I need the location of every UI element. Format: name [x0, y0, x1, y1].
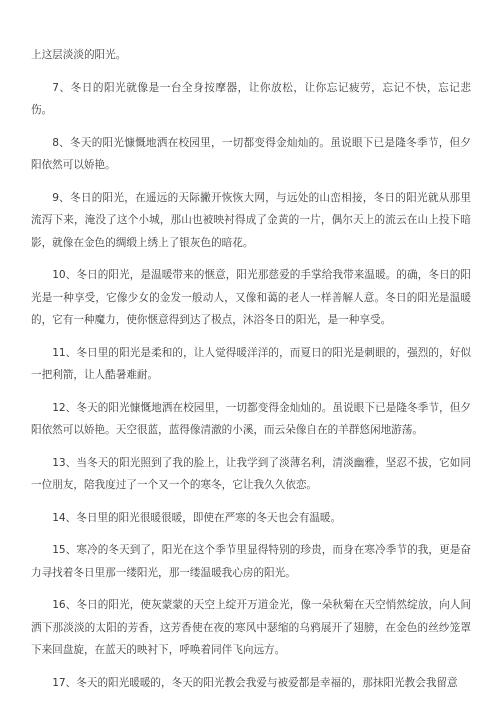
paragraph-7: 7、冬日的阳光就像是一台全身按摩器，让你放松，让你忘记疲劳，忘记不快，忘记悲伤。 [31, 81, 471, 116]
paragraph-16: 16、冬日的阳光，使灰蒙蒙的天空上绽开万道金光，像一朵秋菊在天空悄然绽放，向人间洒下那淡淡的太阳的芳香，这芳香使在夜的寒风中瑟缩的乌鸦展开了翅膀，在金色的丝纱笼罩下来回盘旋，在蓝天的映衬下，呼唤着同伴飞向远方。 [31, 599, 471, 656]
paragraph-continuation: 上这层淡淡的阳光。 [31, 49, 127, 61]
paragraph-10: 10、冬日的阳光，是温暖带来的惬意，阳光那慈爱的手掌给我带来温暖。的确，冬日的阳光是一种享受，它像少女的金发一般动人，又像和蔼的老人一样善解人意。冬日的阳光是温暖的，它有一种魔力，使你惬意得到达了极点，沐浴冬日的阳光，是一种享受。 [31, 269, 471, 326]
paragraph-8: 8、冬天的阳光慷慨地洒在校园里，一切都变得金灿灿的。虽说眼下已是隆冬季节，但夕阳依然可以娇艳。 [31, 136, 471, 171]
paragraph-12: 12、冬天的阳光慷慨地洒在校园里，一切都变得金灿灿的。虽说眼下已是隆冬季节，但夕阳依然可以娇艳。天空很蓝，蓝得像清澈的小溪，而云朵像自在的羊群悠闲地游荡。 [31, 401, 471, 436]
paragraph-9: 9、冬日的阳光，在遥远的天际撇开恢恢大网，与远处的山峦相接，冬日的阳光就从那里流泻下来，淹没了这个小城，那山也被映衬得成了金黄的一片，偶尔天上的流云在山上投下暗影，就像在金色的绸缎上绣上了银灰色的暗花。 [31, 191, 471, 249]
paragraph-14: 14、冬日里的阳光很暖很暖，即使在严寒的冬天也会有温暖。 [52, 511, 342, 524]
document-body [31, 44, 471, 704]
paragraph-15: 15、寒冷的冬天到了，阳光在这个季节里显得特别的珍贵，而身在寒冷季节的我，更是奋力寻找着冬日里那一缕阳光，那一缕温暖我心房的阳光。 [31, 544, 471, 579]
paragraph-11: 11、冬日里的阳光是柔和的，让人觉得暖洋洋的，而夏日的阳光是刺眼的，强烈的，好似一把利箭，让人酷暑难耐。 [31, 346, 471, 381]
paragraph-17: 17、冬天的阳光暖暖的，冬天的阳光教会我爱与被爱都是幸福的，那抹阳光教会我留意 [52, 676, 458, 689]
paragraph-13: 13、当冬天的阳光照到了我的脸上，让我学到了淡薄名利，清淡幽雅，坚忍不拔，它如同一位朋友，陪我度过了一个又一个的寒冬，它让我久久依恋。 [31, 456, 471, 491]
